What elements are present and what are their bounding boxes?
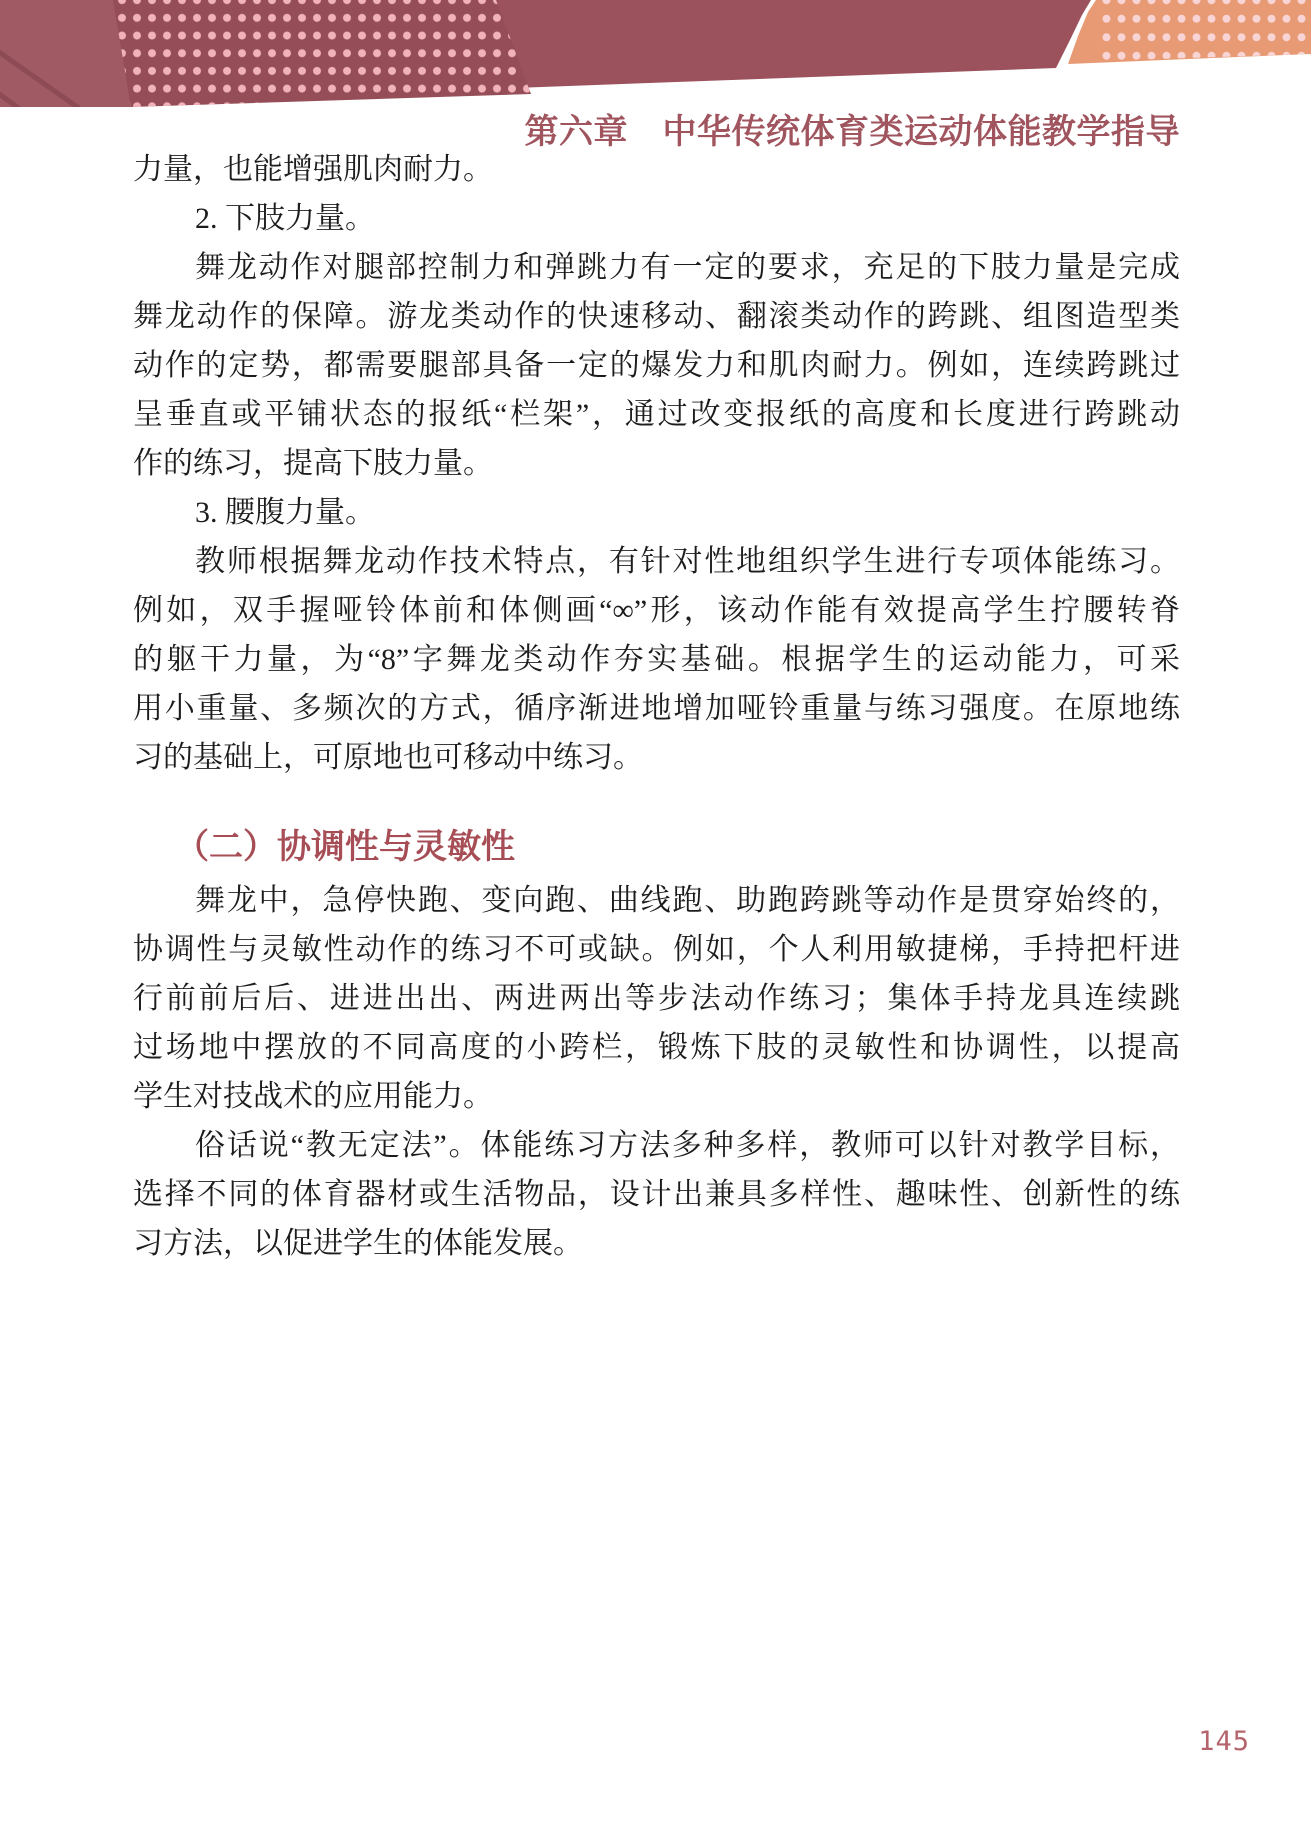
body-line: 习方法，以促进学生的体能发展。 <box>133 1227 583 1260</box>
body-line: 选择不同的体育器材或生活物品，设计出兼具多样性、趣味性、创新性的练 <box>133 1178 1180 1211</box>
body-line: 动作的定势，都需要腿部具备一定的爆发力和肌肉耐力。例如，连续跨跳过 <box>133 349 1180 382</box>
body-line: 呈垂直或平铺状态的报纸“栏架”，通过改变报纸的高度和长度进行跨跳动 <box>133 398 1180 431</box>
body-line: 2. 下肢力量。 <box>195 202 375 235</box>
body-line: 习的基础上，可原地也可移动中练习。 <box>133 741 643 774</box>
body-line: 学生对技战术的应用能力。 <box>133 1080 493 1113</box>
body-line: 教师根据舞龙动作技术特点，有针对性地组织学生进行专项体能练习。 <box>195 545 1180 578</box>
body-line: 3. 腰腹力量。 <box>195 496 375 529</box>
body-line: 过场地中摆放的不同高度的小跨栏，锻炼下肢的灵敏性和协调性，以提高 <box>133 1031 1180 1064</box>
body-line: 舞龙动作的保障。游龙类动作的快速移动、翻滚类动作的跨跳、组图造型类 <box>133 300 1180 333</box>
body-line: 协调性与灵敏性动作的练习不可或缺。例如，个人利用敏捷梯，手持把杆进 <box>133 933 1180 966</box>
body-line: 力量，也能增强肌肉耐力。 <box>133 153 493 186</box>
body-line: 行前前后后、进进出出、两进两出等步法动作练习；集体手持龙具连续跳 <box>133 982 1180 1015</box>
body-line: 作的练习，提高下肢力量。 <box>133 447 493 480</box>
section-heading: （二）协调性与灵敏性 <box>175 828 515 866</box>
body-line: 俗话说“教无定法”。体能练习方法多种多样，教师可以针对教学目标， <box>195 1129 1180 1162</box>
body-text-block <box>133 145 1180 1268</box>
body-line: 的躯干力量，为“8”字舞龙类动作夯实基础。根据学生的运动能力，可采 <box>133 643 1180 676</box>
chapter-title: 第六章 中华传统体育类运动体能教学指导 <box>524 113 1180 151</box>
body-line: 用小重量、多频次的方式，循序渐进地增加哑铃重量与练习强度。在原地练 <box>133 692 1180 725</box>
body-line: 例如，双手握哑铃体前和体侧画“∞”形，该动作能有效提高学生拧腰转脊 <box>133 594 1180 627</box>
body-line: 舞龙中，急停快跑、变向跑、曲线跑、助跑跨跳等动作是贯穿始终的， <box>195 884 1180 917</box>
body-line: 舞龙动作对腿部控制力和弹跳力有一定的要求，充足的下肢力量是完成 <box>195 251 1180 284</box>
header-banner <box>0 0 1311 112</box>
page-number: 145 <box>1198 1726 1250 1757</box>
